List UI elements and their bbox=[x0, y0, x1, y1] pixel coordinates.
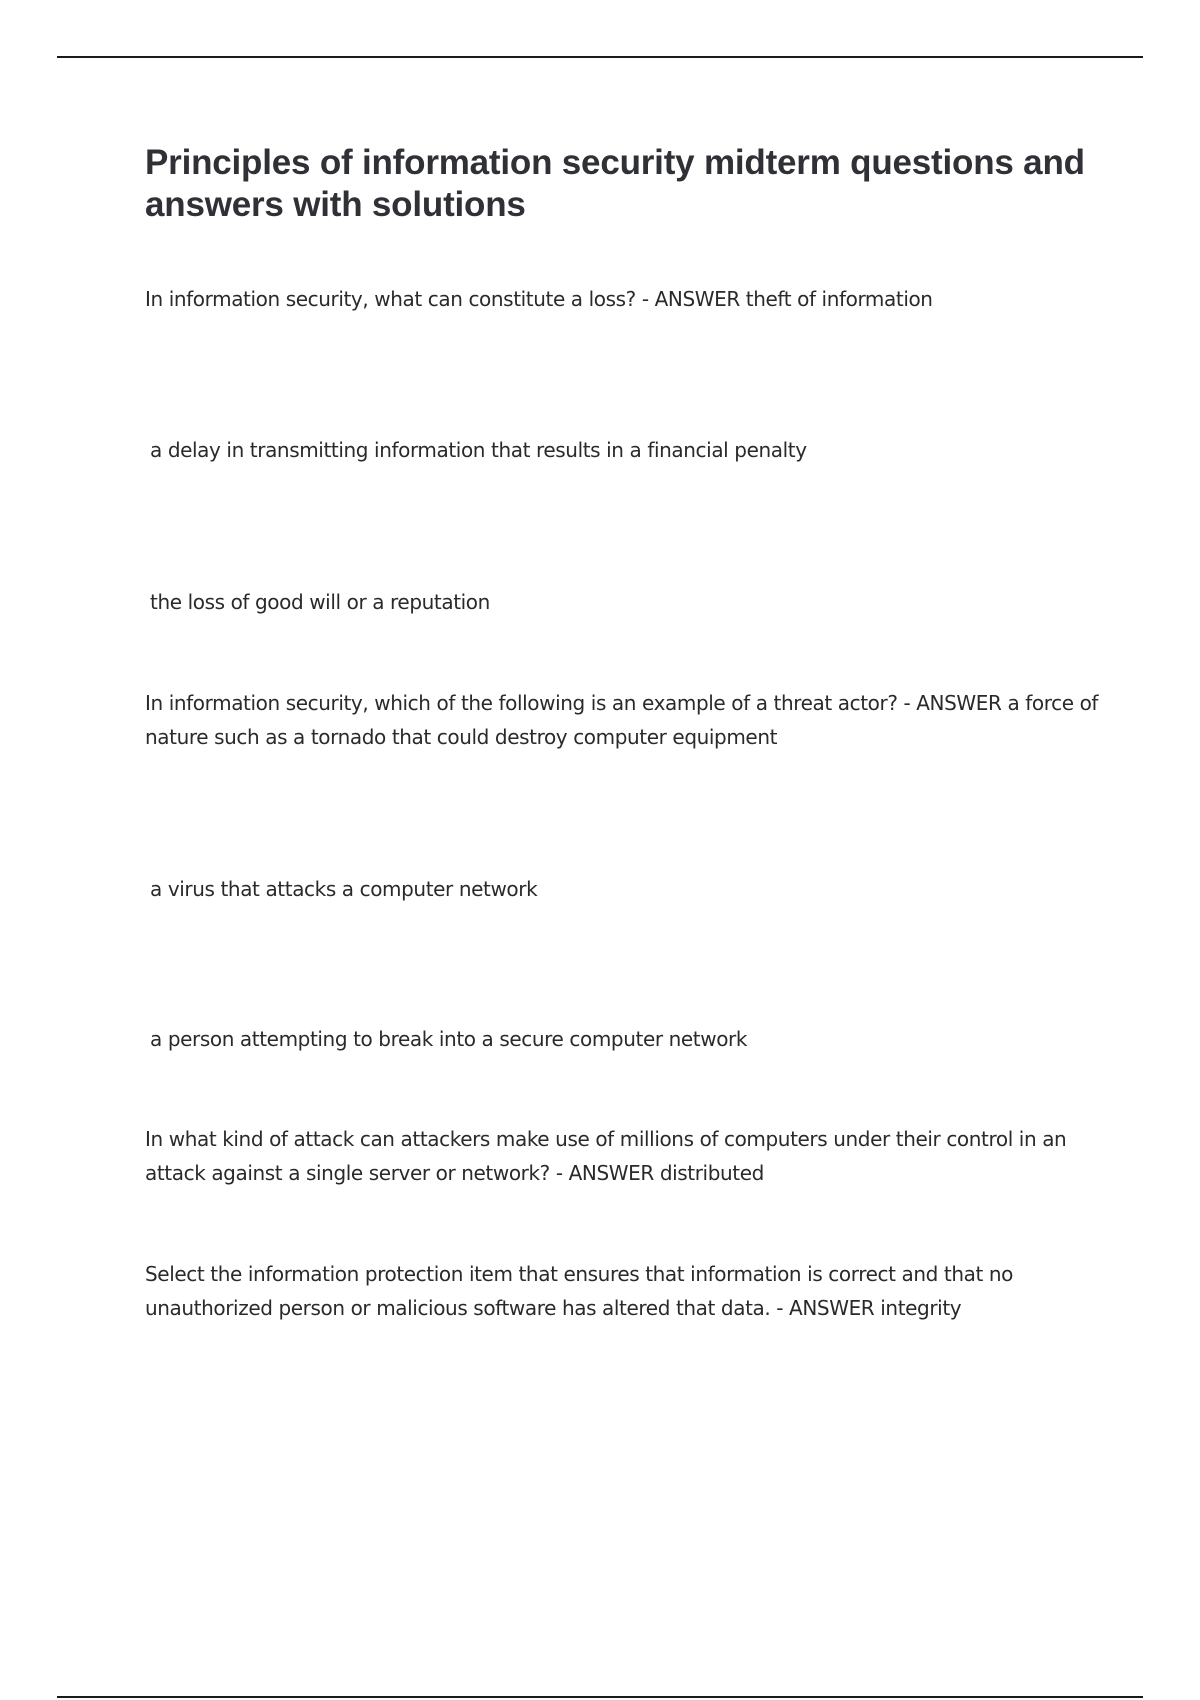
question-loss: In information security, what can constitute a loss? - ANSWER theft of information bbox=[145, 287, 933, 311]
answer-option-person: a person attempting to break into a secure computer network bbox=[150, 1027, 748, 1051]
bottom-rule bbox=[57, 1696, 1143, 1698]
top-rule bbox=[57, 56, 1143, 58]
question-threat-actor: In information security, which of the following is an example of a threat actor? - ANSWER a force of nature such as a tornado that could destroy computer equipment bbox=[145, 691, 1099, 749]
question-distributed-attack: In what kind of attack can attackers make use of millions of computers under their control in an attack against a single server or network? - ANSWER distributed bbox=[145, 1127, 1067, 1185]
question-integrity: Select the information protection item that ensures that information is correct and that no unauthorized person or malicious software has altered that data. - ANSWER integrity bbox=[145, 1262, 1013, 1320]
page-title: Principles of information security midterm questions and answers with solutions bbox=[145, 143, 1085, 224]
answer-option-delay: a delay in transmitting information that results in a financial penalty bbox=[150, 438, 807, 462]
answer-option-virus: a virus that attacks a computer network bbox=[150, 877, 538, 901]
answer-option-goodwill: the loss of good will or a reputation bbox=[150, 590, 490, 614]
